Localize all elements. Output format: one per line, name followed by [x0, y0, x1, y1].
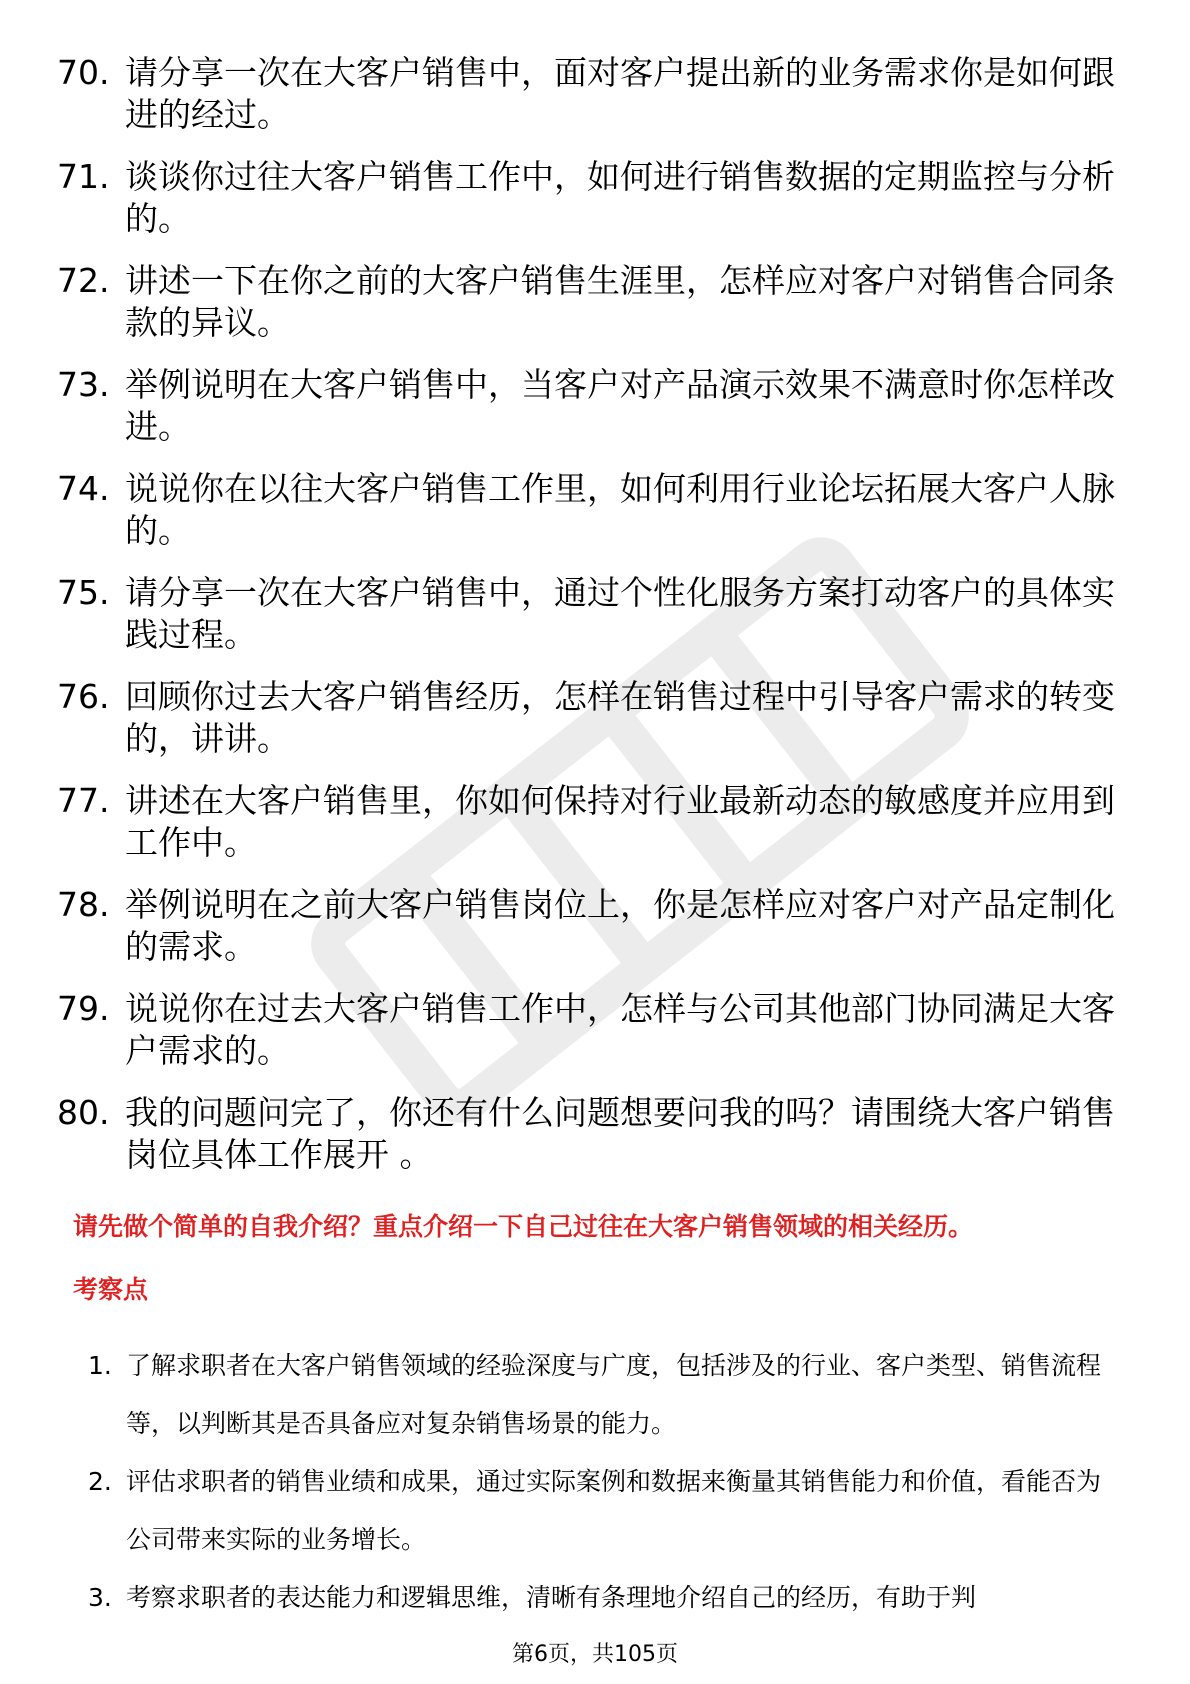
point-text: 了解求职者在大客户销售领域的经验深度与广度，包括涉及的行业、客户类型、销售流程等，以判断其是否具备应对复杂销售场景的能力。: [126, 1351, 1102, 1438]
question-number: 72.: [57, 261, 110, 300]
question-number: 79.: [57, 989, 110, 1028]
question-text: 举例说明在之前大客户销售岗位上，你是怎样应对客户对产品定制化的需求。: [125, 885, 1115, 966]
point-number: 1.: [88, 1351, 112, 1380]
question-item: [57, 468, 1127, 552]
assessment-point: [88, 1569, 1118, 1627]
question-text: 我的问题问完了，你还有什么问题想要问我的吗？请围绕大客户销售岗位具体工作展开 。: [125, 1093, 1115, 1174]
question-text: 讲述一下在你之前的大客户销售生涯里，怎样应对客户对销售合同条款的异议。: [125, 261, 1115, 342]
question-item: [57, 780, 1127, 864]
question-number: 70.: [57, 53, 110, 92]
point-number: 2.: [88, 1467, 112, 1496]
question-item: [57, 364, 1127, 448]
section-subheading: 考察点: [73, 1275, 149, 1304]
question-number: 78.: [57, 885, 110, 924]
question-number: 73.: [57, 365, 110, 404]
question-item: [57, 260, 1127, 344]
question-number: 75.: [57, 573, 110, 612]
section-heading: 请先做个简单的自我介绍？重点介绍一下自己过往在大客户销售领域的相关经历。: [73, 1212, 974, 1241]
question-number: 71.: [57, 157, 110, 196]
question-text: 举例说明在大客户销售中，当客户对产品演示效果不满意时你怎样改进。: [125, 365, 1115, 446]
question-item: [57, 52, 1127, 136]
question-text: 说说你在过去大客户销售工作中，怎样与公司其他部门协同满足大客户需求的。: [125, 989, 1115, 1070]
question-text: 回顾你过去大客户销售经历，怎样在销售过程中引导客户需求的转变的，讲讲。: [125, 677, 1115, 758]
assessment-point: [88, 1337, 1118, 1453]
question-text: 请分享一次在大客户销售中，面对客户提出新的业务需求你是如何跟进的经过。: [125, 53, 1115, 134]
question-number: 80.: [57, 1093, 110, 1132]
question-item: [57, 676, 1127, 760]
assessment-point-list: [88, 1337, 1118, 1627]
point-number: 3.: [88, 1583, 112, 1612]
question-item: [57, 156, 1127, 240]
page-footer: 第6页，共105页: [512, 1642, 678, 1667]
question-number: 74.: [57, 469, 110, 508]
assessment-point: [88, 1453, 1118, 1569]
question-item: [57, 572, 1127, 656]
point-text: 考察求职者的表达能力和逻辑思维，清晰有条理地介绍自己的经历，有助于判: [126, 1583, 977, 1612]
question-number: 77.: [57, 781, 110, 820]
question-item: [57, 884, 1127, 968]
question-text: 说说你在以往大客户销售工作里，如何利用行业论坛拓展大客户人脉的。: [125, 469, 1115, 550]
question-text: 请分享一次在大客户销售中，通过个性化服务方案打动客户的具体实践过程。: [125, 573, 1115, 654]
question-text: 讲述在大客户销售里，你如何保持对行业最新动态的敏感度并应用到工作中。: [125, 781, 1115, 862]
question-item: [57, 1092, 1127, 1176]
point-text: 评估求职者的销售业绩和成果，通过实际案例和数据来衡量其销售能力和价值，看能否为公司带来实际的业务增长。: [126, 1467, 1102, 1554]
question-text: 谈谈你过往大客户销售工作中，如何进行销售数据的定期监控与分析的。: [125, 157, 1115, 238]
question-item: [57, 988, 1127, 1072]
question-list: [57, 52, 1127, 1196]
question-number: 76.: [57, 677, 110, 716]
